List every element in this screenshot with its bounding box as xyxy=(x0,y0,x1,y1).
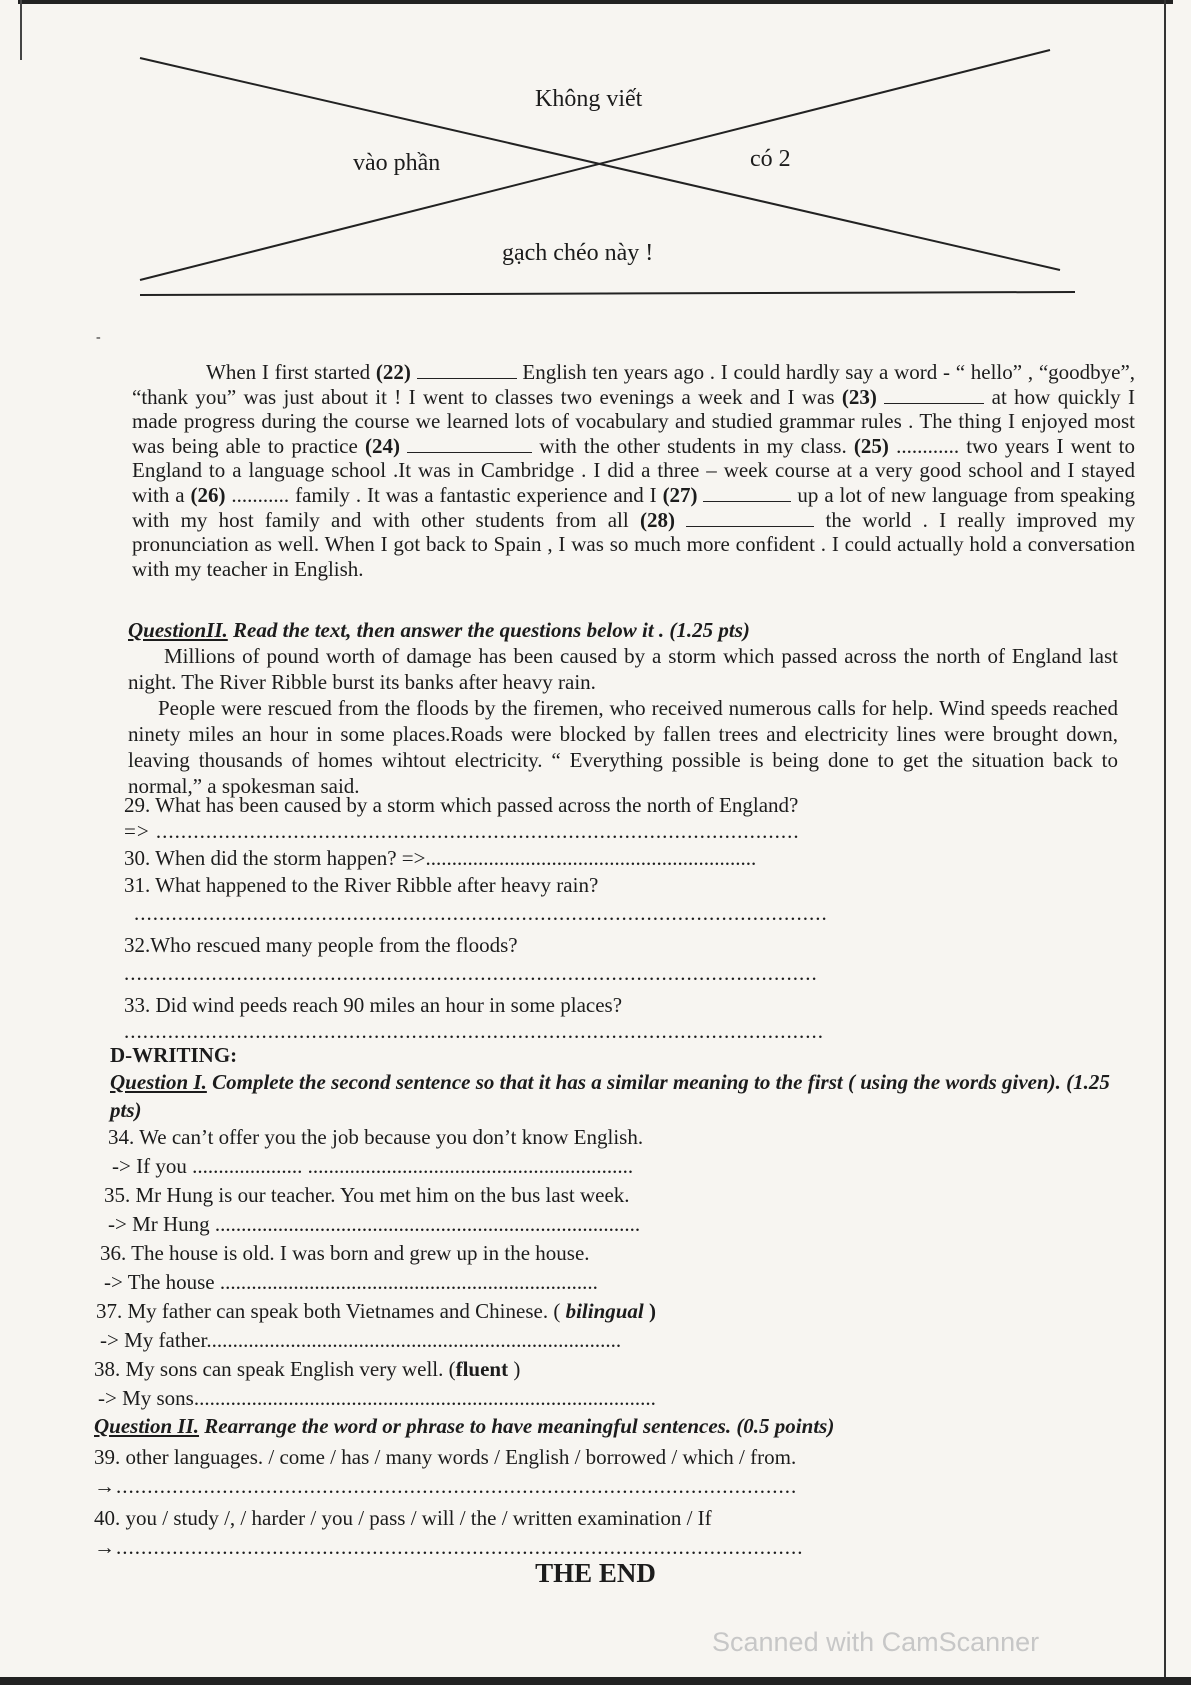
reading-paragraph-1: Millions of pound worth of damage has been caused by a storm which passed across the north of England last night. The River Ribble burst its banks after heavy rain. xyxy=(128,644,1118,694)
answer-35-line[interactable]: -> Mr Hung ................................................................................. xyxy=(108,1212,641,1236)
the-end-heading: THE END xyxy=(535,1558,656,1588)
answer-40-line[interactable]: →.............................................................................................................. xyxy=(94,1535,804,1559)
cross-label-bottom: gạch chéo này ! xyxy=(502,240,654,266)
passage-text: with the other students in my class. xyxy=(539,433,847,458)
transform-questions xyxy=(94,1123,1008,1413)
answer-39-line[interactable]: →............................................................................................................. xyxy=(94,1474,798,1498)
sentence-35: 35. Mr Hung is our teacher. You met him on the bus last week. xyxy=(104,1183,630,1207)
keyword-bilingual: bilingual xyxy=(565,1299,644,1323)
answer-36-line[interactable]: -> The house ........................................................................ xyxy=(104,1270,598,1294)
passage-paragraph xyxy=(132,360,1135,581)
gap-23-blank[interactable] xyxy=(884,385,984,404)
passage-text: up a lot of new language from speaking with my host family and with other students from all xyxy=(132,482,1136,532)
question-30[interactable]: 30. When did the storm happen? =>............................................................... xyxy=(124,846,757,870)
question-32: 32.Who rescued many people from the floods? xyxy=(124,933,518,957)
gap-number-22: (22) xyxy=(375,360,411,384)
reading-paragraph-2: People were rescued from the floods by the firemen, who received numerous calls for help. Wind speeds reached ninety miles an hour in some places.Roads were blocked by fallen trees and electricity lines were brought down, leaving thousands of homes wihtout electricity. “ Everything possible is being done to get the situation back to normal,” a spokesman said. xyxy=(128,696,1118,798)
gap-24-blank[interactable] xyxy=(407,434,532,453)
cross-label-right: có 2 xyxy=(750,146,791,172)
writing-question-1-label: Question I. xyxy=(110,1070,207,1094)
gap-number-27: (27) xyxy=(662,482,698,507)
sentence-38-text: 38. My sons can speak English very well. ( xyxy=(94,1357,456,1381)
cross-label-top: Không viết xyxy=(535,86,643,112)
cross-label-left: vào phần xyxy=(353,150,441,176)
passage-text: English ten years ago . I could hardly say a word - “ hello” , “goodbye”, “thank you” was just about it ! I went to classes two evenings a week and I was xyxy=(132,360,1136,409)
keyword-fluent: fluent xyxy=(455,1357,509,1381)
answer-38-line[interactable]: -> My sons........................................................................................ xyxy=(98,1386,656,1410)
gap-number-26: (26) xyxy=(190,482,226,507)
page-border-bottom xyxy=(0,1677,1191,1685)
question-2-section xyxy=(128,617,1118,799)
answer-32-line[interactable]: ............................................................................................................... xyxy=(124,961,818,985)
question-29: 29. What has been caused by a storm which passed across the north of England? xyxy=(124,793,799,817)
sentence-36: 36. The house is old. I was born and grew up in the house. xyxy=(100,1241,590,1265)
question-2-heading xyxy=(128,617,1118,643)
answer-37-line[interactable]: -> My father............................................................................... xyxy=(100,1328,622,1352)
sentence-38-end: ) xyxy=(513,1357,521,1381)
box-underline xyxy=(140,292,1075,295)
crossed-out-box xyxy=(135,40,1080,300)
passage-text: at how quickly I made progress during the course we learned lots of vocabulary and studied grammar rules . The thing I enjoyed most was being able to practice xyxy=(132,384,1136,458)
writing-question-2-label: Question II. xyxy=(94,1414,200,1438)
page-border-top xyxy=(18,0,1173,4)
reading-questions xyxy=(124,792,1064,1044)
gap-22-blank[interactable] xyxy=(417,360,517,379)
answer-34-line[interactable]: -> If you ..................... .............................................................. xyxy=(112,1154,634,1178)
passage-text: ............ two years I went to England to a language school .It was in Cambridge . I did a three – week course at a very good school and I stayed with a xyxy=(132,433,1135,507)
gap-28-blank[interactable] xyxy=(686,508,814,527)
sentence-40: 40. you / study /, / harder / you / pass / will / the / written examination / If xyxy=(94,1506,712,1530)
passage-text: When I first started xyxy=(206,360,371,384)
sentence-34: 34. We can’t offer you the job because you don’t know English. xyxy=(108,1125,644,1149)
question-33: 33. Did wind peeds reach 90 miles an hour in some places? xyxy=(124,993,623,1017)
sentence-38 xyxy=(94,1355,1008,1384)
page-border-left xyxy=(20,0,22,60)
stray-mark: - xyxy=(96,330,101,345)
writing-question-1-heading xyxy=(110,1068,1140,1124)
gap-number-24: (24) xyxy=(365,433,401,458)
answer-33-line[interactable]: ................................................................................................................ xyxy=(124,1019,824,1043)
gap-27-blank[interactable] xyxy=(703,483,791,502)
sentence-37-end: ) xyxy=(649,1299,657,1323)
camscanner-watermark: Scanned with CamScanner xyxy=(712,1627,1040,1657)
sentence-37-text: 37. My father can speak both Vietnames and Chinese. ( xyxy=(96,1299,561,1323)
sentence-37 xyxy=(96,1297,1008,1326)
writing-question-2-text: Rearrange the word or phrase to have meaningful sentences. (0.5 points) xyxy=(199,1414,835,1438)
question-2-heading-label: QuestionII. xyxy=(128,618,228,642)
gap-number-25: (25) xyxy=(853,433,889,458)
page-border-right xyxy=(1164,0,1166,1685)
sentence-39: 39. other languages. / come / has / many words / English / borrowed / which / from. xyxy=(94,1445,797,1469)
cloze-passage xyxy=(132,360,1135,581)
writing-question-1-text: Complete the second sentence so that it has a similar meaning to the first ( using the words given). (1.25 pts) xyxy=(110,1070,1110,1122)
question-2-heading-text: Read the text, then answer the questions below it . (1.25 pts) xyxy=(227,618,750,642)
question-31: 31. What happened to the River Ribble after heavy rain? xyxy=(124,873,599,897)
gap-number-23: (23) xyxy=(841,384,877,409)
writing-question-2-heading xyxy=(94,1412,1114,1441)
answer-29-line[interactable]: => ....................................................................................................... xyxy=(124,819,800,843)
writing-section xyxy=(110,1042,1140,1124)
answer-31-line[interactable]: ............................................................................................................... xyxy=(134,901,828,925)
rearrange-section xyxy=(94,1412,1114,1562)
gap-number-28: (28) xyxy=(639,507,675,532)
passage-text: ........... family . It was a fantastic experience and I xyxy=(231,482,657,507)
passage-text: the world . I really improved my pronunciation as well. When I got back to Spain , I was so much more confident . I could actually hold a conversation with my teacher in English. xyxy=(132,507,1136,581)
writing-title: D-WRITING: xyxy=(110,1043,238,1067)
